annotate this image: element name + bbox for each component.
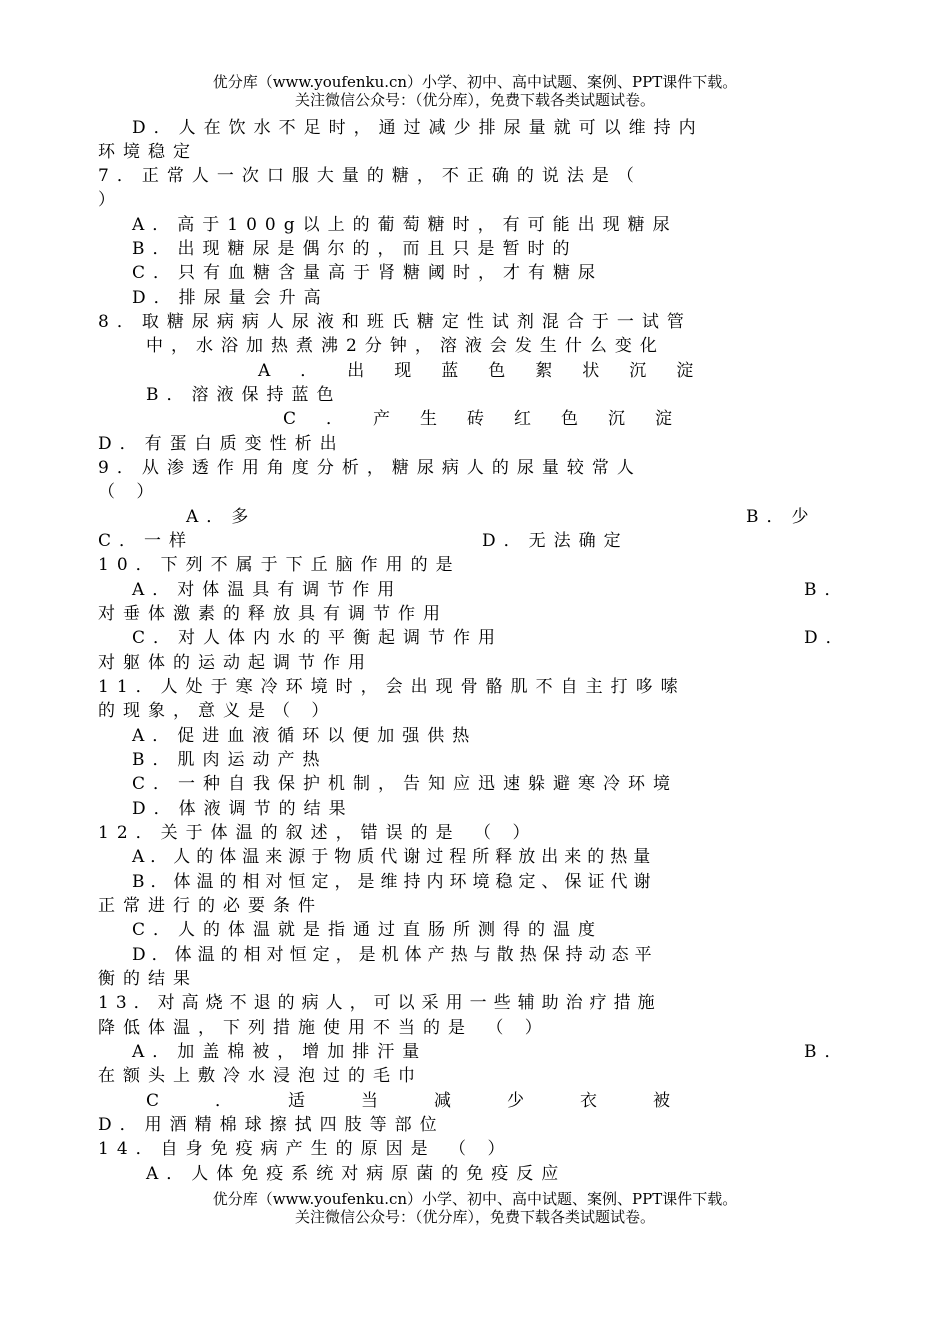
text-line: A．出现蓝色絮状沉淀 <box>258 361 724 381</box>
text-line: C．对人体内水的平衡起调节作用 <box>132 628 504 648</box>
text-line: A．促进血液循环以便加强供热 <box>132 726 478 746</box>
text-line: C．产生砖红色沉淀 <box>283 409 703 429</box>
text-line: 在额头上敷冷水浸泡过的毛巾 <box>98 1066 423 1086</box>
text-line: A．对体温具有调节作用 <box>132 580 403 600</box>
text-line: 8．取糖尿病病人尿液和班氏糖定性试剂混合于一试管 <box>98 312 692 332</box>
footer-line-1: 优分库（www.youfenku.cn）小学、初中、高中试题、案例、PPT课件下载。 <box>212 1190 738 1208</box>
text-line: 对躯体的运动起调节作用 <box>98 653 373 673</box>
text-line: （ ） <box>98 482 162 502</box>
text-line: 的现象，意义是（ ） <box>98 701 337 721</box>
text-line: 衡的结果 <box>98 969 198 989</box>
text-line: A．人的体温来源于物质代谢过程所释放出来的热量 <box>132 847 657 867</box>
header-line-1: 优分库（www.youfenku.cn）小学、初中、高中试题、案例、PPT课件下载。 <box>212 73 738 91</box>
text-line: 12．关于体温的叙述，错误的是 （ ） <box>98 823 538 843</box>
text-line: C．一样 <box>98 531 195 551</box>
text-line: A．多 <box>186 507 257 527</box>
text-line: D．体温的相对恒定，是机体产热与散热保持动态平 <box>132 945 658 965</box>
text-line: B．少 <box>746 507 817 527</box>
text-line: B．肌肉运动产热 <box>132 750 328 770</box>
text-line: 环境稳定 <box>98 142 198 162</box>
text-line: B．体温的相对恒定，是维持内环境稳定、保证代谢 <box>132 872 657 892</box>
header-line-2: 关注微信公众号：（优分库），免费下载各类试题试卷。 <box>294 91 655 109</box>
text-line: B．出现糖尿是偶尔的，而且只是暂时的 <box>132 239 578 259</box>
text-line: D．用酒精棉球擦拭四肢等部位 <box>98 1115 445 1135</box>
text-line: 11．人处于寒冷环境时，会出现骨骼肌不自主打哆嗦 <box>98 677 686 697</box>
text-line: D．无法确定 <box>482 531 629 551</box>
text-line: C．适当减少衣被 <box>146 1091 727 1111</box>
text-line: D．排尿量会升高 <box>132 288 329 308</box>
text-line: 14．自身免疫病产生的原因是 （ ） <box>98 1139 513 1159</box>
text-line: 9．从渗透作用角度分析，糖尿病人的尿量较常人 <box>98 458 642 478</box>
text-line: D． <box>804 628 851 648</box>
text-line: D．人在饮水不足时，通过减少排尿量就可以维持内 <box>132 118 704 138</box>
text-line: 7．正常人一次口服大量的糖，不正确的说法是（ <box>98 166 642 186</box>
text-line: D．体液调节的结果 <box>132 799 354 819</box>
text-line: A．高于100g以上的葡萄糖时，有可能出现糖尿 <box>132 215 678 235</box>
text-line: 正常进行的必要条件 <box>98 896 323 916</box>
text-line: A．加盖棉被，增加排汗量 <box>132 1042 428 1062</box>
text-line: 10．下列不属于下丘脑作用的是 <box>98 555 461 575</box>
text-line: A．人体免疫系统对病原菌的免疫反应 <box>146 1164 567 1184</box>
text-line: B．溶液保持蓝色 <box>146 385 342 405</box>
text-line: 13．对高烧不退的病人，可以采用一些辅助治疗措施 <box>98 993 662 1013</box>
text-line: B． <box>804 580 850 600</box>
text-line: 对垂体激素的释放具有调节作用 <box>98 604 448 624</box>
text-line: C．人的体温就是指通过直肠所测得的温度 <box>132 920 604 940</box>
text-line: 降低体温，下列措施使用不当的是 （ ） <box>98 1018 550 1038</box>
text-line: 中，水浴加热煮沸2分钟，溶液会发生什么变化 <box>146 336 665 356</box>
text-line: C．一种自我保护机制，告知应迅速躲避寒冷环境 <box>132 774 679 794</box>
text-line: ） <box>98 190 123 210</box>
text-line: D．有蛋白质变性析出 <box>98 434 345 454</box>
text-line: B． <box>804 1042 850 1062</box>
footer-line-2: 关注微信公众号：（优分库），免费下载各类试题试卷。 <box>294 1208 655 1226</box>
text-line: C．只有血糖含量高于肾糖阈时，才有糖尿 <box>132 263 604 283</box>
